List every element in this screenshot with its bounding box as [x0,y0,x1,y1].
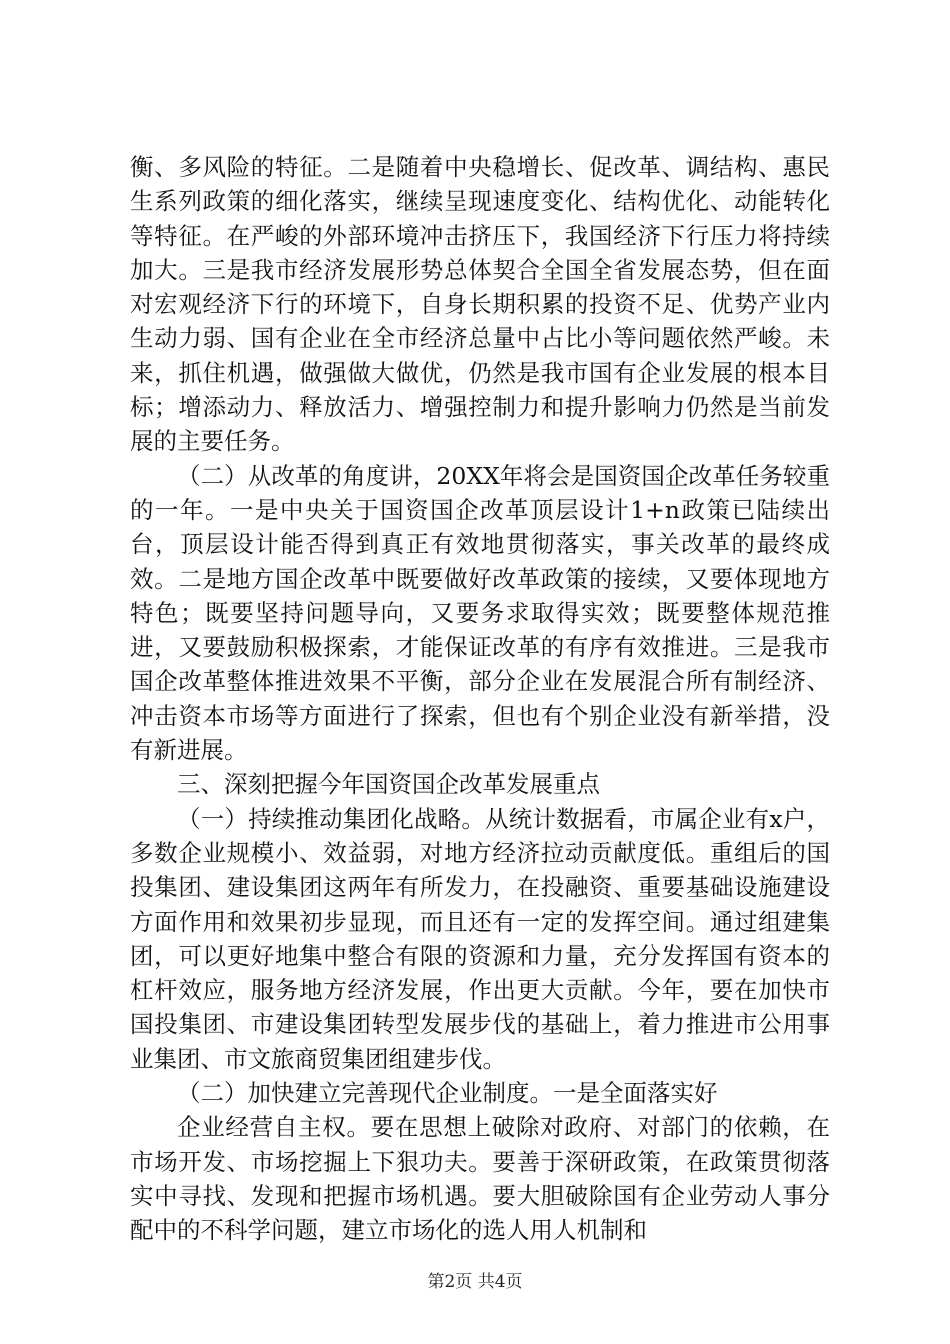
page-number-footer: 第2页 共4页 [427,1272,523,1292]
paragraph: 企业经营自主权。要在思想上破除对政府、对部门的依赖，在市场开发、市场挖掘上下狠功夫。要善于深研政策，在政策贯彻落实中寻找、发现和把握市场机遇。要大胆破除国有企业劳动人事分配中的不科学问题，建立市场化的选人用人机制和 [130,1113,830,1245]
paragraph: （一）持续推动集团化战略。从统计数据看，市属企业有x户，多数企业规模小、效益弱，对地方经济拉动贡献度低。重组后的国投集团、建设集团这两年有所发力，在投融资、重要基础设施建设方面作用和效果初步显现，而且还有一定的发挥空间。通过组建集团，可以更好地集中整合有限的资源和力量，充分发挥国有资本的杠杆效应，服务地方经济发展，作出更大贡献。今年，要在加快市国投集团、市建设集团转型发展步伐的基础上，着力推进市公用事业集团、市文旅商贸集团组建步伐。 [130,804,830,1073]
document-body [130,150,830,1248]
paragraph: （二）加快建立完善现代企业制度。一是全面落实好 [177,1079,718,1108]
paragraph: 衡、多风险的特征。二是随着中央稳增长、促改革、调结构、惠民生系列政策的细化落实，继续呈现速度变化、结构优化、动能转化等特征。在严峻的外部环境冲击挤压下，我国经济下行压力将持续加大。三是我市经济发展形势总体契合全国全省发展态势，但在面对宏观经济下行的环境下，自身长期积累的投资不足、优势产业内生动力弱、国有企业在全市经济总量中占比小等问题依然严峻。未来，抓住机遇，做强做大做优，仍然是我市国有企业发展的根本目标；增添动力、释放活力、增强控制力和提升影响力仍然是当前发展的主要任务。 [130,153,830,456]
section-heading: 三、深刻把握今年国资国企改革发展重点 [177,770,600,799]
paragraph: （二）从改革的角度讲，20XX年将会是国资国企改革任务较重的一年。一是中央关于国资国企改革顶层设计1+n政策已陆续出台，顶层设计能否得到真正有效地贯彻落实，事关改革的最终成效。二是地方国企改革中既要做好改革政策的接续，又要体现地方特色；既要坚持问题导向，又要务求取得实效；既要整体规范推进，又要鼓励积极探索，才能保证改革的有序有效推进。三是我市国企改革整体推进效果不平衡，部分企业在发展混合所有制经济、冲击资本市场等方面进行了探索，但也有个别企业没有新举措，没有新进展。 [130,461,830,765]
